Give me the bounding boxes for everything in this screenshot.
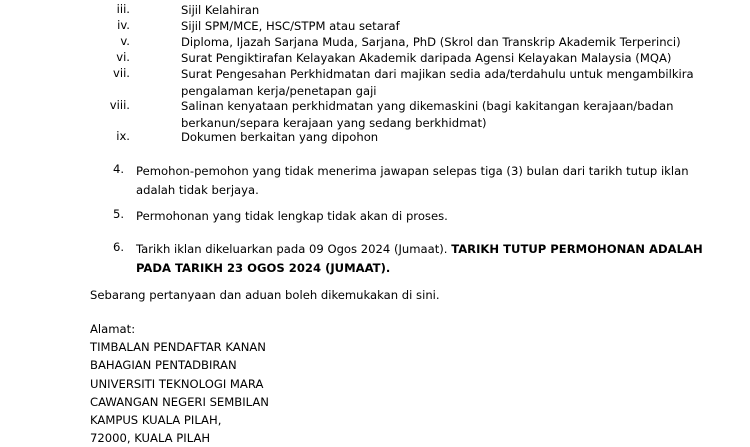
list-item-number: iv. (117, 18, 130, 32)
address-line: TIMBALAN PENDAFTAR KANAN (90, 340, 266, 355)
address-line: 72000, KUALA PILAH (90, 431, 211, 446)
paragraph-text (136, 240, 716, 278)
paragraph-number: 5. (113, 207, 125, 221)
address-line: BAHAGIAN PENTADBIRAN (90, 358, 237, 373)
list-item-number: v. (120, 34, 130, 48)
paragraph-text: Permohonan yang tidak lengkap tidak akan di proses. (136, 209, 448, 223)
list-item-text: Surat Pengiktirafan Kelayakan Akademik daripada Agensi Kelayakan Malaysia (MQA) (181, 51, 672, 65)
list-item-text: Dokumen berkaitan yang dipohon (181, 130, 379, 144)
list-item-number: viii. (109, 98, 130, 112)
list-item-text: Surat Pengesahan Perkhidmatan dari majikan sedia ada/terdahulu untuk mengambilkira pengalaman kerja/penetapan gaji (181, 67, 694, 98)
inquiry-note: Sebarang pertanyaan dan aduan boleh dikemukakan di sini. (90, 288, 440, 302)
paragraph-number: 6. (113, 240, 125, 254)
paragraph-number: 4. (113, 162, 125, 176)
list-item-text: Sijil SPM/MCE, HSC/STPM atau setaraf (181, 19, 400, 33)
list-item-number: vii. (113, 66, 130, 80)
list-item-text: Diploma, Ijazah Sarjana Muda, Sarjana, PhD (Skrol dan Transkrip Akademik Terperinci) (181, 35, 681, 49)
list-item-number: vi. (116, 50, 130, 64)
address-line: KAMPUS KUALA PILAH, (90, 413, 222, 428)
list-item-text: Sijil Kelahiran (181, 3, 260, 17)
address-line: CAWANGAN NEGERI SEMBILAN (90, 394, 269, 409)
paragraph-text-regular: Tarikh iklan dikeluarkan pada 09 Ogos 2024 (Jumaat). (136, 242, 448, 256)
paragraph-text: Pemohon-pemohon yang tidak menerima jawapan selepas tiga (3) bulan dari tarikh tutup iklan adalah tidak berjaya. (136, 164, 689, 197)
address-block (90, 320, 269, 447)
address-label: Alamat: (90, 322, 136, 336)
address-line: UNIVERSITI TEKNOLOGI MARA (90, 376, 264, 391)
list-item-number: iii. (116, 2, 130, 16)
list-item-number: ix. (116, 129, 130, 143)
closing-date-notice: TARIKH TUTUP PERMOHONAN ADALAH PADA TARIKH 23 OGOS 2024 (JUMAAT). (136, 242, 703, 275)
list-item-text: Salinan kenyataan perkhidmatan yang dikemaskini (bagi kakitangan kerajaan/badan berkanun/separa kerajaan yang sedang berkhidmat) (181, 99, 674, 130)
